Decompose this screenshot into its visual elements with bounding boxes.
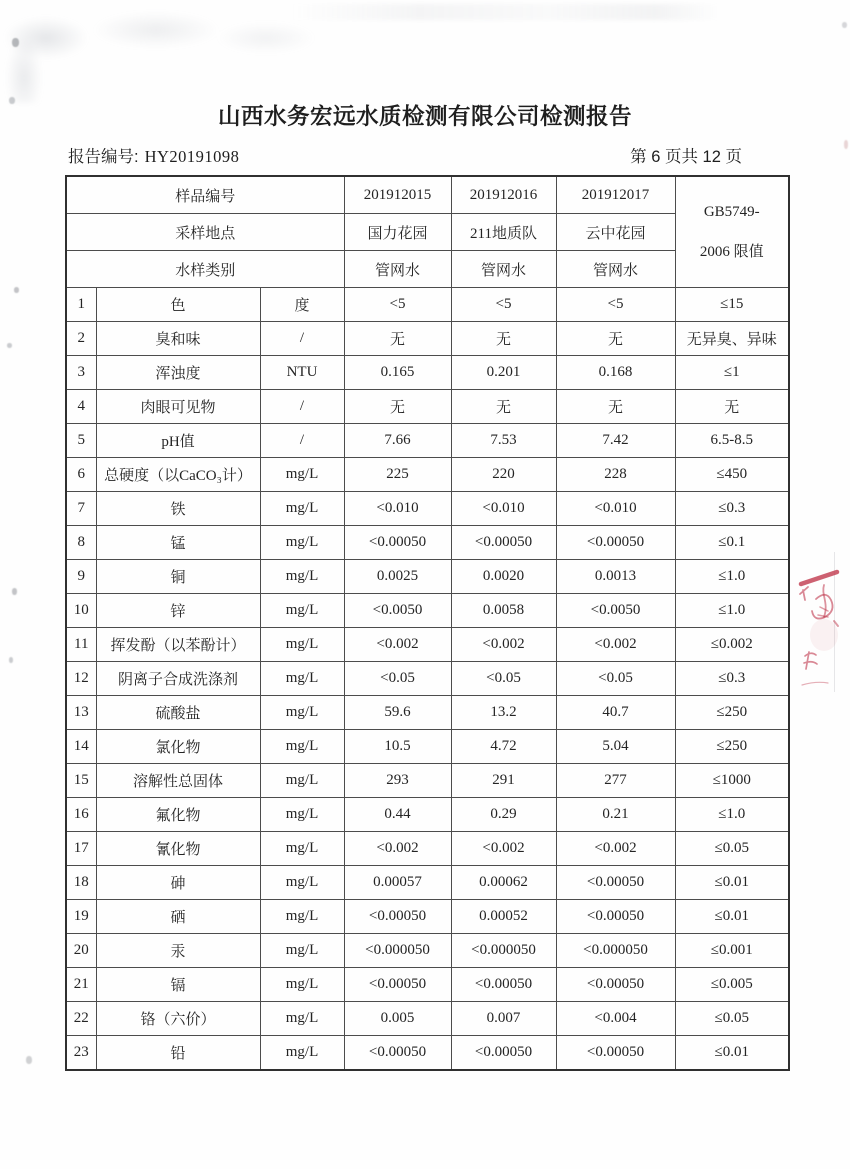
scan-speck (26, 1056, 32, 1064)
sample-3-value: <0.002 (556, 832, 675, 866)
table-row (66, 492, 789, 526)
parameter-name: 铅 (96, 1036, 260, 1071)
limit-value: ≤1.0 (675, 594, 789, 628)
sample-1-value: 0.0025 (344, 560, 451, 594)
sample-2-value: 291 (451, 764, 556, 798)
sample-3-site: 云中花园 (556, 214, 675, 251)
scan-speck (9, 657, 13, 663)
scan-speck (12, 588, 17, 595)
row-number: 16 (66, 798, 96, 832)
row-number: 15 (66, 764, 96, 798)
sample-2-value: 0.00052 (451, 900, 556, 934)
sample-2-value: <0.000050 (451, 934, 556, 968)
row-number: 13 (66, 696, 96, 730)
limit-value: 无 (675, 390, 789, 424)
parameter-unit: mg/L (260, 832, 344, 866)
sample-3-value: <0.004 (556, 1002, 675, 1036)
sample-2-value: 4.72 (451, 730, 556, 764)
row-number: 6 (66, 458, 96, 492)
table-row (66, 866, 789, 900)
scan-crease-line (834, 552, 835, 692)
limit-standard-line1: GB5749- (703, 204, 760, 220)
parameter-name: 浑浊度 (96, 356, 260, 390)
sample-1-value: <5 (344, 288, 451, 322)
report-meta-row (68, 143, 788, 167)
limit-value: ≤15 (675, 288, 789, 322)
sample-1-value: 无 (344, 390, 451, 424)
sample-2-value: <0.010 (451, 492, 556, 526)
limit-value: ≤0.3 (675, 662, 789, 696)
sample-3-value: <0.0050 (556, 594, 675, 628)
sample-2-value: <0.00050 (451, 1036, 556, 1071)
sample-2-type: 管网水 (451, 251, 556, 288)
sample-1-value: <0.00050 (344, 526, 451, 560)
sample-2-value: 7.53 (451, 424, 556, 458)
table-row (66, 628, 789, 662)
scan-speck (14, 287, 19, 293)
sample-3-value: 7.42 (556, 424, 675, 458)
limit-value: ≤0.01 (675, 1036, 789, 1071)
parameter-unit: mg/L (260, 900, 344, 934)
row-number: 22 (66, 1002, 96, 1036)
sample-1-value: <0.00050 (344, 1036, 451, 1071)
table-row (66, 526, 789, 560)
sample-3-type: 管网水 (556, 251, 675, 288)
parameter-unit: mg/L (260, 628, 344, 662)
parameter-unit: / (260, 424, 344, 458)
parameter-unit: mg/L (260, 696, 344, 730)
limit-value: ≤0.01 (675, 866, 789, 900)
sample-2-value: 0.0058 (451, 594, 556, 628)
sample-1-site: 国力花园 (344, 214, 451, 251)
parameter-unit: mg/L (260, 526, 344, 560)
limit-value: ≤1.0 (675, 560, 789, 594)
parameter-name: pH值 (96, 424, 260, 458)
parameter-name: 硫酸盐 (96, 696, 260, 730)
row-number: 8 (66, 526, 96, 560)
sample-2-value: 0.29 (451, 798, 556, 832)
table-row (66, 560, 789, 594)
limit-value: ≤1000 (675, 764, 789, 798)
report-title: 山西水务宏远水质检测有限公司检测报告 (217, 104, 632, 129)
row-number: 3 (66, 356, 96, 390)
sample-3-value: <5 (556, 288, 675, 322)
parameter-name: 肉眼可见物 (96, 390, 260, 424)
scan-speck (842, 22, 847, 28)
page-indicator: 第 6 页共 12 页 (630, 148, 742, 166)
scan-speck (7, 343, 12, 348)
sample-3-value: <0.00050 (556, 900, 675, 934)
sample-3-value: 0.0013 (556, 560, 675, 594)
sample-2-id: 201912016 (451, 176, 556, 214)
limit-value: 6.5-8.5 (675, 424, 789, 458)
sample-2-value: <0.002 (451, 628, 556, 662)
row-number: 12 (66, 662, 96, 696)
parameter-name: 氟化物 (96, 798, 260, 832)
sample-2-value: <0.00050 (451, 526, 556, 560)
limit-value: ≤1 (675, 356, 789, 390)
parameter-name: 砷 (96, 866, 260, 900)
sampling-site-label: 采样地点 (66, 214, 344, 251)
sample-3-value: <0.00050 (556, 866, 675, 900)
sample-2-value: 0.007 (451, 1002, 556, 1036)
sample-3-value: <0.00050 (556, 1036, 675, 1071)
row-number: 9 (66, 560, 96, 594)
parameter-name: 阴离子合成洗涤剂 (96, 662, 260, 696)
sample-3-value: 277 (556, 764, 675, 798)
row-number: 18 (66, 866, 96, 900)
table-row (66, 662, 789, 696)
parameter-unit: mg/L (260, 594, 344, 628)
parameter-name: 氯化物 (96, 730, 260, 764)
parameter-name: 氰化物 (96, 832, 260, 866)
table-header-sample-id (66, 176, 789, 214)
table-row (66, 1036, 789, 1071)
sample-3-value: 228 (556, 458, 675, 492)
table-row (66, 424, 789, 458)
sample-1-value: <0.010 (344, 492, 451, 526)
limit-value: ≤0.3 (675, 492, 789, 526)
sample-3-value: 0.168 (556, 356, 675, 390)
parameter-unit: mg/L (260, 968, 344, 1002)
sample-2-value: 220 (451, 458, 556, 492)
parameter-unit: / (260, 322, 344, 356)
water-type-label: 水样类别 (66, 251, 344, 288)
sample-2-value: 0.201 (451, 356, 556, 390)
table-row (66, 934, 789, 968)
sample-1-value: <0.00050 (344, 900, 451, 934)
parameter-unit: NTU (260, 356, 344, 390)
sample-1-value: 0.44 (344, 798, 451, 832)
sample-1-value: <0.002 (344, 832, 451, 866)
sample-1-value: 无 (344, 322, 451, 356)
sample-3-value: 40.7 (556, 696, 675, 730)
scan-smudge-top (290, 4, 720, 20)
parameter-unit: mg/L (260, 934, 344, 968)
sample-3-id: 201912017 (556, 176, 675, 214)
limit-value: ≤250 (675, 696, 789, 730)
sample-1-value: 225 (344, 458, 451, 492)
sample-1-type: 管网水 (344, 251, 451, 288)
row-number: 7 (66, 492, 96, 526)
table-row (66, 764, 789, 798)
table-row (66, 900, 789, 934)
parameter-name: 溶解性总固体 (96, 764, 260, 798)
row-number: 10 (66, 594, 96, 628)
red-stamp-fragment (794, 563, 850, 688)
parameter-unit: mg/L (260, 798, 344, 832)
table-row (66, 390, 789, 424)
parameter-unit: / (260, 390, 344, 424)
limit-value: ≤0.005 (675, 968, 789, 1002)
parameter-name: 汞 (96, 934, 260, 968)
limit-standard-line2: 2006 限值 (699, 244, 764, 260)
limit-value: ≤0.002 (675, 628, 789, 662)
parameter-unit: mg/L (260, 730, 344, 764)
sample-3-value: <0.000050 (556, 934, 675, 968)
parameter-name: 色 (96, 288, 260, 322)
sample-1-value: 59.6 (344, 696, 451, 730)
parameter-unit: mg/L (260, 764, 344, 798)
sample-2-value: 无 (451, 322, 556, 356)
parameter-unit: 度 (260, 288, 344, 322)
sample-1-value: 293 (344, 764, 451, 798)
parameter-unit: mg/L (260, 560, 344, 594)
limit-value: ≤0.01 (675, 900, 789, 934)
parameter-unit: mg/L (260, 1036, 344, 1071)
parameter-unit: mg/L (260, 866, 344, 900)
parameter-unit: mg/L (260, 662, 344, 696)
sample-1-value: <0.002 (344, 628, 451, 662)
sample-1-value: <0.00050 (344, 968, 451, 1002)
limit-standard-header (675, 176, 789, 288)
scan-speck (12, 38, 19, 47)
row-number: 1 (66, 288, 96, 322)
parameter-name: 硒 (96, 900, 260, 934)
sample-id-label: 样品编号 (66, 176, 344, 214)
sample-2-value: 13.2 (451, 696, 556, 730)
sample-3-value: <0.05 (556, 662, 675, 696)
parameter-unit: mg/L (260, 492, 344, 526)
limit-value: 无异臭、异味 (675, 322, 789, 356)
table-row (66, 696, 789, 730)
limit-value: ≤0.05 (675, 1002, 789, 1036)
parameter-name: 铜 (96, 560, 260, 594)
row-number: 11 (66, 628, 96, 662)
table-row (66, 288, 789, 322)
row-number: 2 (66, 322, 96, 356)
table-row (66, 968, 789, 1002)
row-number: 20 (66, 934, 96, 968)
limit-value: ≤250 (675, 730, 789, 764)
parameter-name: 镉 (96, 968, 260, 1002)
sample-2-value: <0.05 (451, 662, 556, 696)
report-number-value: HY20191098 (144, 147, 240, 166)
table-row (66, 322, 789, 356)
table-row (66, 798, 789, 832)
sample-3-value: <0.010 (556, 492, 675, 526)
sample-1-id: 201912015 (344, 176, 451, 214)
scan-smudge-top-left (6, 8, 356, 103)
scan-speck (844, 140, 848, 149)
row-number: 5 (66, 424, 96, 458)
table-row (66, 594, 789, 628)
row-number: 17 (66, 832, 96, 866)
sample-3-value: 0.21 (556, 798, 675, 832)
sample-2-site: 211地质队 (451, 214, 556, 251)
sample-3-value: 无 (556, 390, 675, 424)
report-number (68, 143, 239, 167)
row-number: 4 (66, 390, 96, 424)
table-row (66, 458, 789, 492)
table-row (66, 730, 789, 764)
sample-3-value: <0.002 (556, 628, 675, 662)
sample-1-value: <0.05 (344, 662, 451, 696)
parameter-unit: mg/L (260, 458, 344, 492)
sample-3-value: 5.04 (556, 730, 675, 764)
limit-value: ≤450 (675, 458, 789, 492)
parameter-name: 挥发酚（以苯酚计） (96, 628, 260, 662)
sample-3-value: 无 (556, 322, 675, 356)
sample-2-value: 无 (451, 390, 556, 424)
limit-value: ≤1.0 (675, 798, 789, 832)
sample-3-value: <0.00050 (556, 968, 675, 1002)
sample-1-value: 0.005 (344, 1002, 451, 1036)
results-table (65, 175, 790, 1071)
parameter-name: 铬（六价） (96, 1002, 260, 1036)
row-number: 14 (66, 730, 96, 764)
parameter-name: 锰 (96, 526, 260, 560)
limit-value: ≤0.001 (675, 934, 789, 968)
parameter-name: 臭和味 (96, 322, 260, 356)
parameter-name: 总硬度（以CaCO₃计） (96, 458, 260, 492)
sample-3-value: <0.00050 (556, 526, 675, 560)
sample-1-value: 0.165 (344, 356, 451, 390)
parameter-name: 铁 (96, 492, 260, 526)
table-row (66, 1002, 789, 1036)
sample-1-value: 7.66 (344, 424, 451, 458)
sample-1-value: 0.00057 (344, 866, 451, 900)
row-number: 21 (66, 968, 96, 1002)
sample-2-value: <0.002 (451, 832, 556, 866)
sample-2-value: 0.0020 (451, 560, 556, 594)
limit-value: ≤0.05 (675, 832, 789, 866)
sample-1-value: 10.5 (344, 730, 451, 764)
sample-2-value: <5 (451, 288, 556, 322)
table-row (66, 356, 789, 390)
sample-1-value: <0.000050 (344, 934, 451, 968)
parameter-unit: mg/L (260, 1002, 344, 1036)
row-number: 19 (66, 900, 96, 934)
sample-1-value: <0.0050 (344, 594, 451, 628)
row-number: 23 (66, 1036, 96, 1071)
parameter-name: 锌 (96, 594, 260, 628)
limit-value: ≤0.1 (675, 526, 789, 560)
table-row (66, 832, 789, 866)
report-number-label: 报告编号: (68, 148, 139, 166)
sample-2-value: 0.00062 (451, 866, 556, 900)
sample-2-value: <0.00050 (451, 968, 556, 1002)
